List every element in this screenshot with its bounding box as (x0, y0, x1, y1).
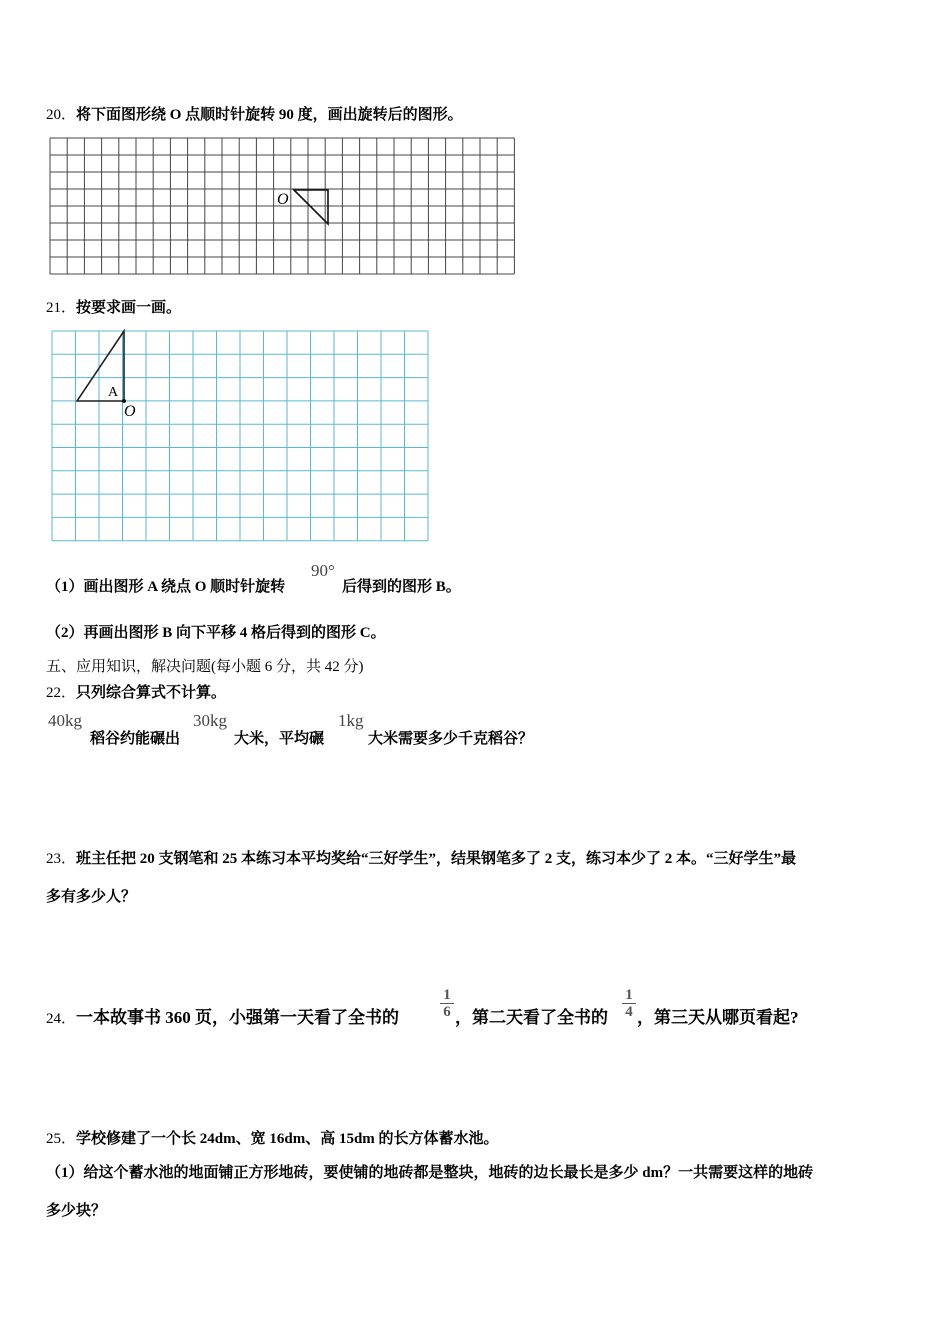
q24-stem (46, 1003, 399, 1028)
q22-text: 只列综合算式不计算。 (76, 685, 227, 701)
q25-text: 学校修建了一个长 24dm、宽 16dm、高 15dm 的长方体蓄水池。 (76, 1131, 499, 1147)
q23-line2: 多有多少人？ (46, 889, 137, 905)
q25-part1-line2: 多少块？ (46, 1203, 107, 1219)
q20-number: 20． (46, 107, 77, 123)
q21-part1-text-a: （1）画出图形 A 绕点 O 顺时针旋转 (46, 579, 286, 595)
q24-fraction-one-fourth (622, 988, 636, 1019)
q22-value-1kg: 1kg (338, 711, 364, 730)
q24-frac1-denominator: 6 (443, 1004, 451, 1020)
q23-text-line1: 班主任把 20 支钢笔和 25 本练习本平均奖给“三好学生”，结果钢笔多了 2 支，练习本少了 2 本。“三好学生”最 (76, 851, 797, 867)
q22-value-30kg: 30kg (193, 711, 227, 730)
q24-fraction-one-sixth (440, 988, 454, 1019)
q22-seg1: 稻谷约能碾出 (90, 731, 181, 747)
q20-text: 将下面图形绕 O 点顺时针旋转 90 度，画出旋转后的图形。 (76, 107, 463, 123)
q22-stem (46, 681, 226, 702)
q21-stem (46, 296, 181, 317)
q25-stem (46, 1127, 499, 1148)
q21-part1-degree: 90° (311, 561, 335, 580)
section5-title: 五、应用知识，解决问题(每小题 6 分，共 42 分) (46, 659, 364, 675)
q24-seg2: ，第二天看了全书的 (455, 1008, 608, 1027)
q24-frac2-numerator: 1 (625, 987, 633, 1003)
q20-triangle (294, 190, 328, 224)
q24-seg1: 一本故事书 360 页，小强第一天看了全书的 (76, 1008, 400, 1027)
q25-number: 25． (46, 1131, 77, 1147)
q22-seg3: 大米需要多少千克稻谷？ (368, 731, 534, 747)
q23-line1 (46, 847, 796, 868)
q24-number: 24． (46, 1011, 77, 1027)
q20-stem (46, 103, 463, 124)
q20-grid (48, 136, 520, 276)
q21-part1 (46, 575, 285, 596)
q21-point-label: O (124, 403, 136, 420)
q20-point-label: O (277, 191, 289, 208)
q21-part1-tail: 后得到的图形 B。 (342, 579, 461, 595)
q21-part2: （2）再画出图形 B 向下平移 4 格后得到的图形 C。 (46, 625, 386, 641)
q24-frac1-numerator: 1 (443, 987, 451, 1003)
q21-grid (50, 329, 430, 543)
q25-part1-line1: （1）给这个蓄水池的地面铺正方形地砖，要使铺的地砖都是整块，地砖的边长最长是多少 dm？一共需要这样的地砖 (46, 1165, 814, 1181)
q22-value-40kg: 40kg (48, 711, 82, 730)
q22-number: 22． (46, 685, 77, 701)
q23-number: 23． (46, 851, 77, 867)
q22-seg2: 大米，平均碾 (234, 731, 325, 747)
q21-shape-label: A (108, 385, 119, 400)
q24-frac2-denominator: 4 (625, 1004, 633, 1020)
q21-number: 21． (46, 300, 77, 316)
q21-text: 按要求画一画。 (76, 300, 182, 316)
q24-seg3: ，第三天从哪页看起? (637, 1008, 799, 1027)
